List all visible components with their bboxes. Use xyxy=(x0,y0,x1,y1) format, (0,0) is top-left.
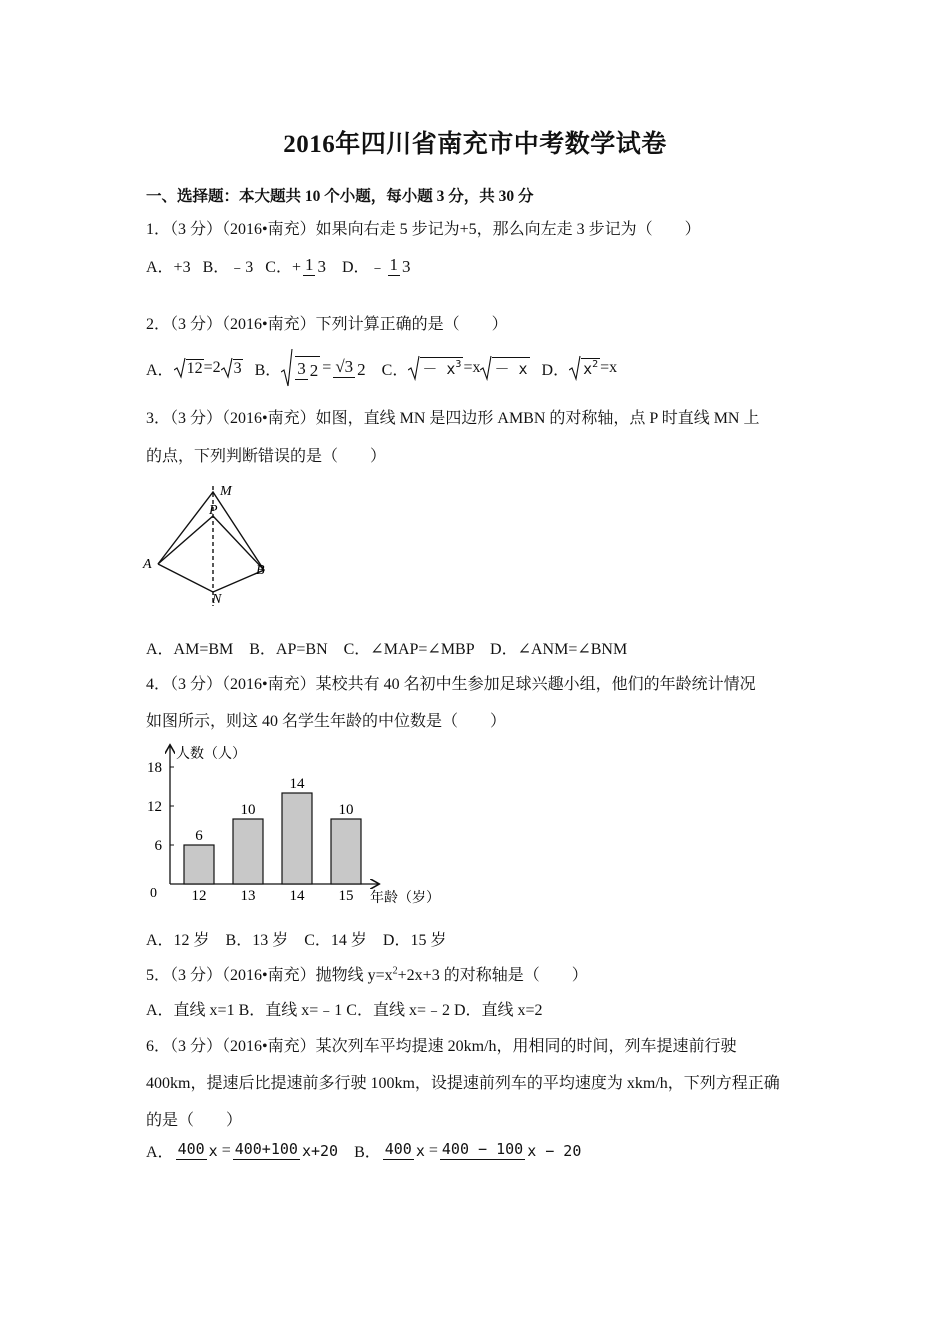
bar-15 xyxy=(331,819,361,884)
q6-b-fraction-1 xyxy=(383,1139,427,1160)
q1-stem: 1．（3 分）（2016•南充）如果向右走 5 步记为+5，那么向左走 3 步记为（ ） xyxy=(146,221,701,238)
bar-value-label-12: 6 xyxy=(195,828,203,844)
label-a: A xyxy=(143,557,152,572)
radical-sign-icon xyxy=(174,357,186,379)
x-tick-label-13: 13 xyxy=(240,888,256,904)
label-p: P xyxy=(209,503,218,518)
y-axis-label: 人数（人） xyxy=(176,747,246,762)
q4-bar-chart xyxy=(140,740,450,912)
radical-sign-icon xyxy=(221,357,233,379)
q6-options xyxy=(146,1139,585,1162)
q1-option-c-prefix: C．+ xyxy=(265,259,301,276)
x-tick-label-12: 12 xyxy=(191,888,207,904)
q2-option-d-prefix: D． xyxy=(541,361,570,379)
x-axis-label: 年龄（岁） xyxy=(370,891,440,906)
radical-sign-icon xyxy=(480,355,492,381)
q2-c-exponent: 3 xyxy=(455,359,462,370)
q1-options xyxy=(146,254,415,277)
label-b: B xyxy=(256,563,265,578)
fraction-denominator: 3 xyxy=(402,257,411,277)
q2-c-radicand-2: － x xyxy=(492,357,529,379)
fraction-numerator: 400 xyxy=(177,1139,205,1158)
fraction-numerator: 400+100 xyxy=(234,1139,298,1158)
label-n: N xyxy=(212,592,222,607)
bar-value-label-15: 10 xyxy=(338,802,354,818)
q1-option-b: B．﹣3 xyxy=(202,259,254,276)
q6-stem-line-2: 400km，提速后比提速前多行驶 100km，设提速前列车的平均速度为 xkm/h，下列方程正确 xyxy=(146,1075,780,1092)
bar-13 xyxy=(233,819,263,884)
q2-c-radicand xyxy=(420,357,463,379)
y-tick-label-18: 18 xyxy=(147,760,162,776)
q5-options: A．直线 x=1 B．直线 x=﹣1 C．直线 x=﹣2 D．直线 x=2 xyxy=(146,1002,543,1019)
q2-stem: 2．（3 分）（2016•南充）下列计算正确的是（ ） xyxy=(146,316,508,333)
q4-options: A．12 岁 B．13 岁 C．14 岁 D．15 岁 xyxy=(146,932,447,949)
x-tick-label-14: 14 xyxy=(289,888,305,904)
q1-option-d-prefix: D．﹣ xyxy=(341,259,386,276)
q5-stem-exponent: 2 xyxy=(392,965,398,977)
y-tick-label-6: 6 xyxy=(154,838,162,854)
q1-option-a: A．+3 xyxy=(146,259,191,276)
fraction-numerator: 1 xyxy=(304,254,314,274)
fraction-denominator: x − 20 xyxy=(527,1142,582,1160)
q2-b-fraction-1 xyxy=(295,356,320,379)
q6-stem-line-1: 6．（3 分）（2016•南充）某次列车平均提速 20km/h，用相同的时间，列车提速前行驶 xyxy=(146,1038,737,1055)
q2-b-fraction-2 xyxy=(333,358,367,378)
q2-a-radicand-2: 3 xyxy=(233,359,242,377)
q4-stem-line-1: 4．（3 分）（2016•南充）某校共有 40 名初中生参加足球兴趣小组，他们的年龄统计情况 xyxy=(146,676,756,693)
fraction-denominator: 2 xyxy=(309,361,319,381)
q2-a-radicand: 12 xyxy=(186,359,203,377)
q2-d-exponent: 2 xyxy=(592,359,599,371)
radical-sign-icon xyxy=(281,348,293,388)
fraction-denominator: x xyxy=(208,1142,218,1160)
q2-d-radicand xyxy=(581,358,600,378)
q2-a-equals: =2 xyxy=(203,359,221,376)
section-heading: 一、选择题：本大题共 10 个小题，每小题 3 分，共 30 分 xyxy=(146,188,534,205)
y-tick-label-12: 12 xyxy=(147,799,162,815)
label-m: M xyxy=(220,484,232,499)
q2-option-b-prefix: B． xyxy=(254,361,282,379)
q3-figure xyxy=(140,478,290,610)
q6-option-b-prefix: B． xyxy=(354,1144,381,1161)
fraction-numerator: 400 − 100 xyxy=(441,1139,524,1158)
q3-options: A．AM=BM B．AP=BN C．∠MAP=∠MBP D．∠ANM=∠BNM xyxy=(146,641,628,658)
fraction-denominator: x+20 xyxy=(301,1142,339,1160)
q6-stem-line-3: 的是（ ） xyxy=(146,1112,243,1129)
q4-stem-line-2: 如图所示，则这 40 名学生年龄的中位数是（ ） xyxy=(146,713,507,730)
q6-b-fraction-2 xyxy=(440,1139,583,1160)
q6-b-equals: = xyxy=(428,1141,438,1159)
q2-option-c-prefix: C． xyxy=(381,361,409,379)
q5-stem xyxy=(146,962,588,985)
q6-a-equals: = xyxy=(221,1141,231,1159)
q6-option-a-prefix: A． xyxy=(146,1144,174,1161)
origin-label: 0 xyxy=(150,886,157,901)
q2-option-a-prefix: A． xyxy=(146,361,174,379)
fraction-numerator: 1 xyxy=(389,254,399,274)
q1-option-c-fraction xyxy=(303,255,328,275)
q6-a-fraction-2 xyxy=(233,1139,340,1160)
q2-options xyxy=(146,348,617,388)
radical-sign-icon xyxy=(408,355,420,381)
q3-stem-line-2: 的点，下列判断错误的是（ ） xyxy=(146,448,387,465)
radical-sign-icon xyxy=(569,355,581,381)
bar-value-label-13: 10 xyxy=(240,802,256,818)
fraction-numerator: 3 xyxy=(297,358,306,378)
x-tick-label-15: 15 xyxy=(338,888,354,904)
fraction-denominator: x xyxy=(415,1142,425,1160)
fraction-numerator: √3 xyxy=(335,357,354,377)
bar-12 xyxy=(184,845,214,884)
fraction-numerator: 400 xyxy=(384,1139,412,1158)
bar-14 xyxy=(282,793,312,884)
q3-stem-line-1: 3．（3 分）（2016•南充）如图，直线 MN 是四边形 AMBN 的对称轴，点 P 时直线 MN 上 xyxy=(146,410,760,427)
q6-a-fraction-1 xyxy=(176,1139,220,1160)
fraction-denominator: 3 xyxy=(317,257,326,277)
bar-value-label-14: 14 xyxy=(289,776,305,792)
q2-d-radicand-text: x xyxy=(583,359,593,378)
q2-c-equals: =x xyxy=(463,359,481,376)
q5-stem-pre: 5．（3 分）（2016•南充）抛物线 y=x xyxy=(146,967,393,984)
q1-option-d-fraction xyxy=(388,255,413,275)
q2-c-radicand-text: － x xyxy=(422,360,456,378)
q2-b-equals: = xyxy=(322,359,332,376)
q5-stem-post: +2x+3 的对称轴是（ ） xyxy=(397,967,588,984)
q2-d-equals: =x xyxy=(600,359,618,376)
page-title: 2016年四川省南充市中考数学试卷 xyxy=(283,131,667,158)
fraction-denominator: 2 xyxy=(357,359,366,379)
